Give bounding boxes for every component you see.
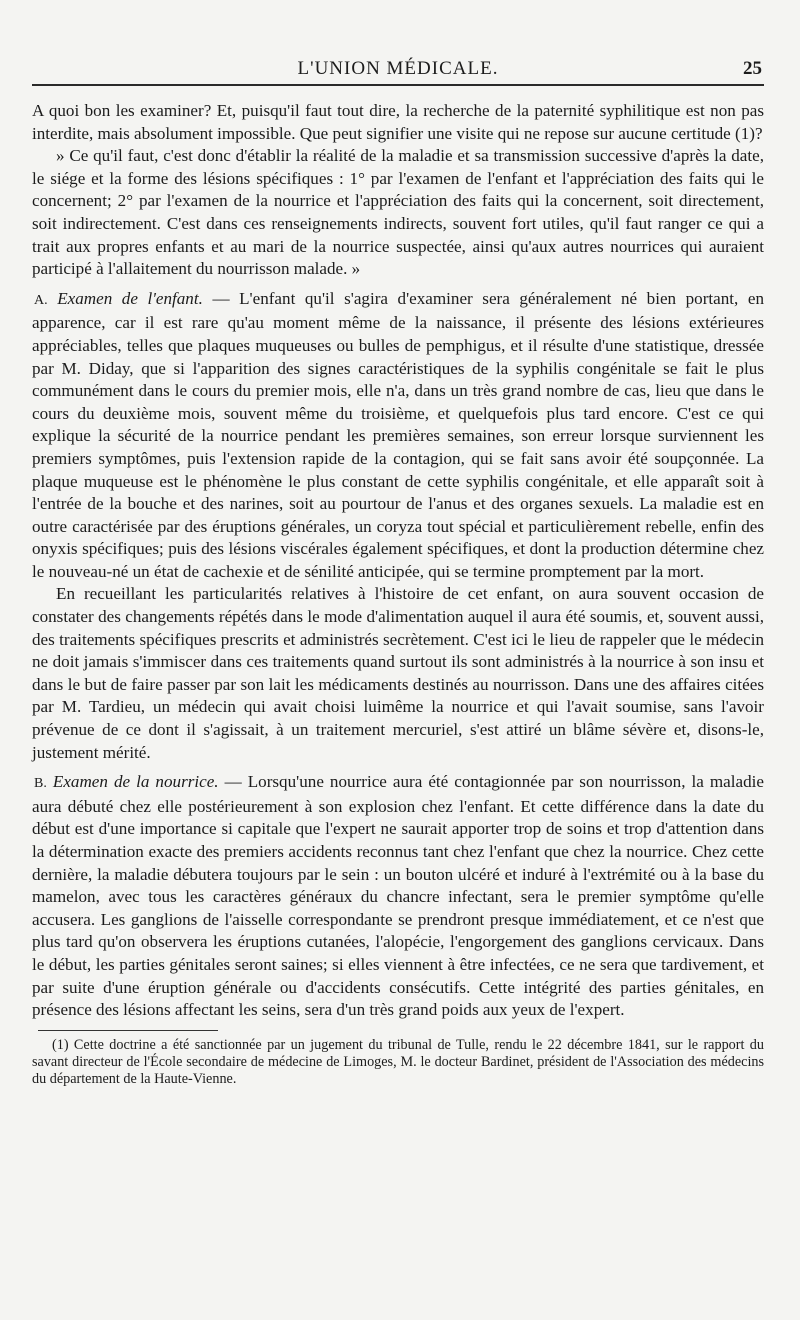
section-b-heading: Examen de la nourrice. [52,772,219,792]
footnote-text: (1) Cette doctrine a été sanctionnée par un jugement du tribunal de Tulle, rendu le 22 décembre 1841, sur le rapport du savant directeur de l'École secondaire de médecine de Limoges, M. le docteur Bardinet, président de l'Association des médecins du département de la Haute-Vienne. [32,1036,764,1087]
footnote-rule [38,1030,218,1031]
paragraph-2: » Ce qu'il faut, c'est donc d'établir la réalité de la maladie et sa transmission successive d'après la date, le siége et la forme des lésions spécifiques : 1° par l'examen de l'enfant et l'appréciation des faits qui le concernent; 2° par l'examen de la nourrice et l'appréciation des faits qui la concernent, soit directement, soit indirectement. C'est dans ces renseignements indirects, souvent fort utiles, qu'il faut ranger ce qui a trait aux propres enfants et au mari de la nourrice suspectée, ainsi qu'aux autres nourrices qui auraient participé à l'allaitement du nourrisson malade. » [32,146,764,279]
section-b-text: — Lorsqu'une nourrice aura été contagionnée par son nourrisson, la maladie aura débuté chez elle postérieurement à son explosion chez l'enfant. Et cette différence dans la date du début est d'une importance si capitale que l'expert ne saurait apporter trop de soins et trop d'attention dans la détermination exacte des premiers accidents reconnus tant chez l'enfant que chez la nourrice. Chez cette dernière, la maladie débutera toujours par le sein : un bouton ulcéré et induré à l'extrémité ou à la base du mamelon, avec tous les caractères généraux du chancre infectant, sera le premier symptôme qu'elle accusera. Les ganglions de l'aisselle correspondante se prendront presque immédiatement, et ce n'est que plus tard qu'on observera les éruptions cutanées, l'alopécie, l'engorgement des ganglions cervicaux. Dans le début, les parties génitales seront saines; si elles viennent à être infectées, ce ne sera que tardivement, et par suite d'une éruption générale ou d'accidents consécutifs. Cette intégrité des parties génitales, en présence des lésions affectant les seins, sera d'un très grand poids aux yeux de l'expert. [32,772,764,1020]
section-a-heading: Examen de l'enfant. [57,288,203,308]
section-a-paragraph [32,288,764,584]
main-text [32,100,764,1022]
running-header [32,54,764,86]
footnote [32,1037,764,1088]
page-number: 25 [743,58,762,79]
section-a-label: A. [34,292,48,308]
section-b-label: B. [34,776,47,792]
section-b-paragraph [32,771,764,1022]
paragraph-1: A quoi bon les examiner? Et, puisqu'il faut tout dire, la recherche de la paternité syphilitique est non pas interdite, mais absolument impossible. Que peut signifier une visite qui ne repose sur aucune certitude (1)? [32,101,764,143]
section-a-text: — L'enfant qu'il s'agira d'examiner sera généralement né bien portant, en apparence, car il est rare qu'au moment même de la naissance, il présente des lésions extérieures appréciables, telles que plaques muqueuses ou bulles de pemphigus, et il résulte d'une statistique, dressée par M. Diday, que si l'apparition des signes caractéristiques de la syphilis congénitale se fait le plus communément dans le cours du premier mois, elle n'a, dans un très grand nombre de cas, lieu que dans le cours du deuxième mois, souvent même du troisième, et quelquefois plus tard encore. C'est ce qui explique la sécurité de la nourrice pendant les premières semaines, son erreur lorsque surviennent les premiers symptômes, puis l'extension rapide de la contagion, qui se fait sans avoir été soupçonnée. La plaque muqueuse est le phénomène le plus constant de cette syphilis congénitale, et elle apparaît soit à l'entrée de la bouche et des narines, soit au pourtour de l'anus et des organes sexuels. La maladie est en outre caractérisée par des éruptions générales, un coryza tout spécial et particulièrement rebelle, enfin des onyxis spécifiques; puis des lésions viscérales également spécifiques, et dont la production détermine chez le nouveau-né un état de cachexie et de sénilité anticipée, qui se termine promptement par la mort. [32,288,765,581]
paragraph-4: En recueillant les particularités relatives à l'histoire de cet enfant, on aura souvent occasion de constater des changements répétés dans le mode d'alimentation auquel il aura été soumis, et, souvent aussi, des traitements spécifiques prescrits et administrés secrètement. C'est ici le lieu de rappeler que le médecin ne doit jamais s'immiscer dans ces traitements quand surtout ils sont administrés à la nourrice à son insu et dans le but de faire passer par son lait les médicaments destinés au nourrisson. Dans une des affaires citées par M. Tardieu, un médecin qui avait choisi luimême la nourrice et qui l'avait soumise, sans l'avoir prévenue de ce dont il s'agissait, à un traitement mercuriel, s'est attiré un blâme sévère et, disons-le, justement mérité. [32,584,764,762]
journal-title: L'UNION MÉDICALE. [297,58,499,79]
